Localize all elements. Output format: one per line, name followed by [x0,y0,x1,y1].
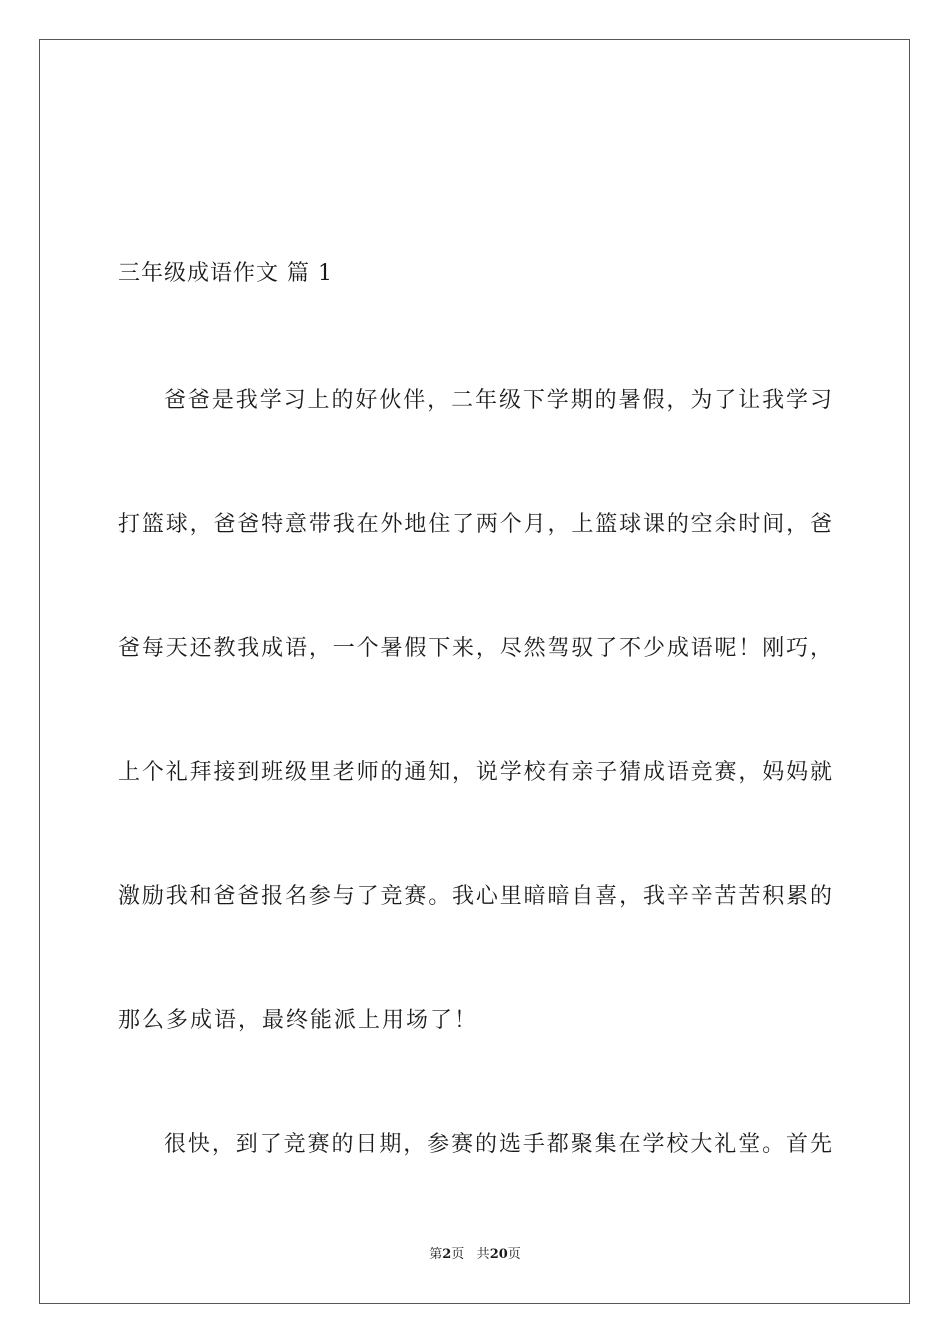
document-title: 三年级成语作文 篇 1 [118,261,333,286]
paragraph-1-line-3: 爸每天还教我成语，一个暑假下来，尽然驾驭了不少成语呢！刚巧， [118,636,832,661]
paragraph-1-line-1: 爸爸是我学习上的好伙伴，二年级下学期的暑假，为了让我学习 [164,388,832,413]
paragraph-2-line-1: 很快，到了竞赛的日期，参赛的选手都聚集在学校大礼堂。首先 [164,1132,832,1157]
footer-total-prefix: 共 [476,1247,490,1262]
footer-page-suffix: 页 [451,1247,465,1262]
paragraph-1-line-2: 打篮球，爸爸特意带我在外地住了两个月，上篮球课的空余时间，爸 [118,512,832,537]
paragraph-1-line-4: 上个礼拜接到班级里老师的通知，说学校有亲子猜成语竞赛，妈妈就 [118,760,832,785]
paragraph-1-line-5: 激励我和爸爸报名参与了竞赛。我心里暗暗自喜，我辛辛苦苦积累的 [118,884,832,909]
footer-page-number: 2 [442,1247,452,1262]
footer-total-suffix: 页 [507,1247,521,1262]
page-footer [0,1246,950,1264]
paragraph-1-line-6: 那么多成语，最终能派上用场了！ [118,1008,479,1033]
footer-total-number: 20 [489,1247,508,1262]
footer-page-prefix: 第 [429,1247,443,1262]
page-border [39,39,910,1304]
